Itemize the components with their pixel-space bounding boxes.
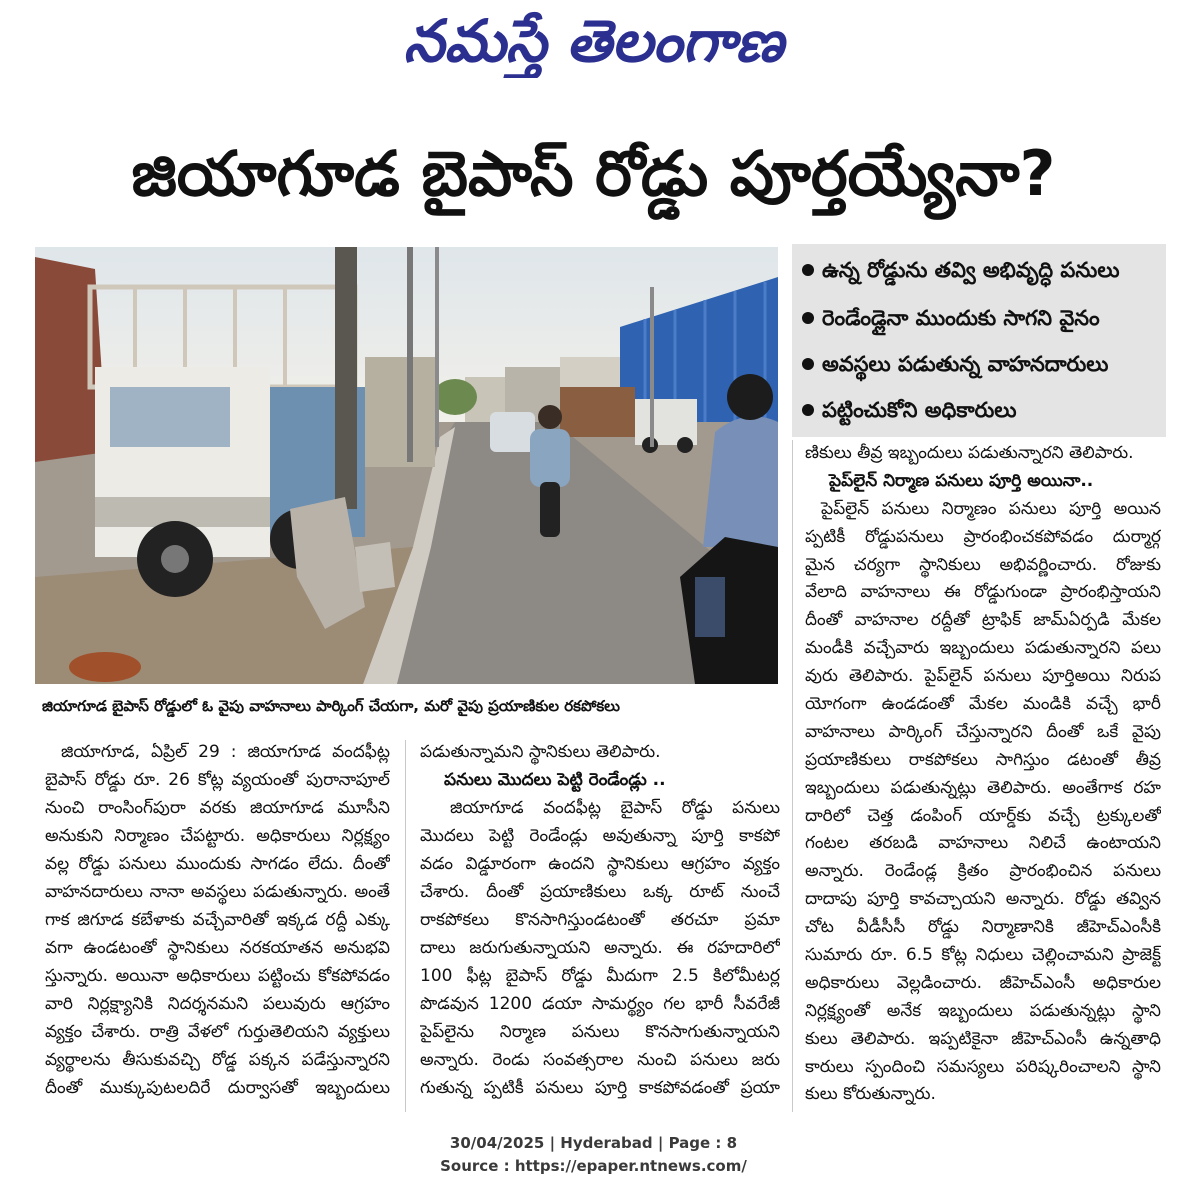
body-line: వ్యర్థాలను తీసుకువచ్చి రోడ్డ పక్కన పడేస్తున్నారని [45, 1050, 390, 1070]
body-line: ణికులు తీవ్ర ఇబ్బందులు పడుతున్నారని తెలిపారు. [805, 443, 1134, 463]
highlight-item [802, 344, 1158, 384]
body-line: కులు కోరుతున్నారు. [805, 1084, 936, 1105]
body-line: ప్పటికీ రోడ్డుపనులు ప్రారంభించకపోవడం దుర్మార్గ [805, 526, 1161, 547]
body-line: గంటల తరబడి వాహనాలు నిలిచే ఉంటాయని [805, 833, 1161, 854]
body-line: మండీకి వచ్చేవారు ఇబ్బందులు పడుతున్నారని పలు [805, 638, 1161, 659]
newspaper-masthead: నమస్తే తెలంగాణ [403, 7, 784, 75]
body-line: వల్ల రోడ్డు పనులు ముందుకు సాగడం లేదు. దీంతో [45, 854, 390, 874]
bullet-icon [802, 312, 814, 324]
article-column-3 [805, 440, 1161, 1109]
body-line: పైప్‌లైను నిర్మాణ పనులు కొనసాగుతున్నాయని [420, 1022, 780, 1042]
body-line: చేశారు. దీంతో ప్రయాణికులు ఒక్క రూట్ నుంచే [420, 882, 780, 902]
highlight-text: రెండేండ్లైనా ముందుకు సాగని వైనం [822, 306, 1100, 330]
page-footer [0, 1132, 1187, 1178]
body-line: వడం విడ్డూరంగా ఉందని స్థానికులు ఆగ్రహం వ్యక్తం [420, 854, 780, 874]
footer-source: Source : https://epaper.ntnews.com/ [440, 1157, 747, 1175]
body-line: గాక జిగూడ కబేళాకు వచ్చేవారితో ఇక్కడ రద్దీ ఎక్కు [45, 910, 390, 930]
roadside-debris [69, 652, 141, 682]
body-line: దీంతో ముక్కుపుటలదిరే దుర్వాసతో ఇబ్బందులు [45, 1078, 390, 1098]
bullet-icon [802, 358, 814, 370]
column-rule [792, 440, 793, 1112]
body-line: అన్నారు. రెండేండ్ల క్రితం ప్రారంభించిన పనులు [805, 861, 1161, 882]
body-line: నుంచి రాంసింగ్‌పురా వరకు జియాగూడ మూసీని [45, 798, 390, 818]
body-line: జియాగూడ, ఏప్రిల్ 29 : జియాగూడ వందఫీట్ల [61, 742, 390, 762]
street-scene-image [35, 247, 778, 684]
body-line: దాలు జరుగుతున్నాయని అన్నారు. ఈ రహదారిలో [420, 938, 780, 958]
highlight-item [802, 298, 1158, 338]
body-line: స్తున్నారు. అయినా అధికారులు పట్టించు కోకపోవడం [45, 966, 390, 986]
section-subheading: పనులు మొదలు పెట్టి రెండేండ్లు .. [444, 770, 666, 790]
column-rule [405, 740, 406, 1112]
bullet-icon [802, 264, 814, 276]
body-line: దారిలో చెత్త డంపింగ్ యార్డ్‌కు వచ్చే ట్రక్కులతో [805, 805, 1161, 826]
body-line: వ్యక్తం చేశారు. రాత్రి వేళలో గుర్తుతెలియని వ్యక్తులు [45, 1022, 390, 1042]
highlight-item [802, 250, 1158, 290]
body-line: నిర్లక్ష్యంతో అనేక ఇబ్బందులు పడుతున్నట్లు స్థాని [805, 1000, 1161, 1021]
body-line: గుతున్న ప్పటికీ పనులు పూర్తి కాకపోవడంతో ప్రయా [420, 1078, 780, 1098]
body-line: వాహనాలు పార్కింగ్ చేస్తున్నారని దీంతో ఒకే వైపు [805, 721, 1161, 742]
body-line: పొడవున 1200 డయా సామర్థ్యం గల భారీ సీవరేజీ [420, 994, 780, 1014]
body-line: చోట వీడీసీసీ రోడ్డు నిర్మాణానికి జీహెచ్ఎంసీకి [805, 917, 1161, 938]
body-line: 100 ఫీట్ల బైపాస్ రోడ్డు మీదుగా 2.5 కిలోమీటర్ల [420, 966, 780, 986]
body-line: పడుతున్నామని స్థానికులు తెలిపారు. [420, 742, 661, 762]
body-line: వాహనదారులు నానా అవస్థలు పడుతున్నారు. అంతే [45, 882, 390, 902]
body-line: వేలాది వాహనాలు ఈ రోడ్డుగుండా ప్రారంభిస్తాయని [805, 582, 1161, 603]
highlights-box [792, 244, 1166, 437]
body-line: రాకపోకలు కొనసాగిస్తుండటంతో తరచూ ప్రమా [420, 910, 780, 930]
body-line: అధికారులు వెల్లడించారు. జీహెచ్ఎంసీ అధికారుల [805, 972, 1161, 993]
highlight-text: ఉన్న రోడ్డును తవ్వి అభివృద్ధి పనులు [822, 258, 1120, 282]
section-subheading: పైప్‌లైన్ నిర్మాణ పనులు పూర్తి అయినా.. [829, 470, 1094, 491]
body-line: కులు తెలిపారు. ఇప్పటికైనా జీహెచ్ఎంసీ ఉన్నతాధి [805, 1028, 1161, 1049]
body-line: బైపాస్ రోడ్డు రూ. 26 కోట్ల వ్యయంతో పురానాపూల్ [45, 770, 390, 790]
distant-car [490, 412, 535, 452]
body-line: పైప్‌లైన్ పనులు నిర్మాణం పనులు పూర్తి అయిన [821, 498, 1161, 519]
body-line: అనుకుని నిర్మాణం చేపట్టారు. అధికారులు నిర్లక్ష్యం [45, 826, 390, 846]
body-line: ప్రయాణికులు రాకపోకలు సాగిస్తుం డటంతో తీవ్ర [805, 749, 1161, 770]
article-column-1 [45, 738, 390, 1102]
body-line: యోగంగా ఉండడంతో మేకల మండికి వచ్చే భారీ [805, 694, 1161, 715]
body-line: దీంతో వాహనాల రద్దీతో ట్రాఫిక్ జామ్ఏర్పడి మేకల [805, 610, 1161, 631]
body-line: ఇబ్బందులు పడుతున్నట్లు తెలిపారు. అంతేగాక రహ [805, 777, 1161, 798]
news-photo [35, 247, 778, 684]
body-line: వారి నిర్లక్ష్యానికి నిదర్శనమని పలువురు ఆగ్రహం [45, 994, 390, 1014]
highlight-text: పట్టించుకోని అధికారులు [822, 398, 1017, 422]
body-line: వురు తెలిపారు. పైప్‌లైన్ పనులు పూర్తిఅయి నిరుప [805, 666, 1161, 687]
body-line: సుమారు రూ. 6.5 కోట్ల నిధులు చెల్లించామని ప్రాజెక్ట్ [805, 945, 1161, 966]
highlight-text: అవస్థలు పడుతున్న వాహనదారులు [822, 352, 1109, 376]
article-headline: జియాగూడ బైపాస్ రోడ్డు పూర్తయ్యేనా? [131, 137, 1056, 210]
body-line: మొదలు పెట్టి రెండేండ్లు అవుతున్నా పూర్తి కాకపో [420, 826, 780, 846]
footer-dateline: 30/04/2025 | Hyderabad | Page : 8 [449, 1134, 738, 1152]
body-line: కారులు స్పందించి సమస్యలు పరిష్కరించాలని స్థాని [805, 1056, 1161, 1077]
parked-truck-2 [365, 357, 435, 467]
highlight-item [802, 390, 1158, 430]
body-line: వగా ఉండటంతో స్థానికులు నరకయాతన అనుభవి [45, 938, 390, 958]
tree [433, 379, 477, 415]
article-column-2 [420, 738, 780, 1102]
body-line: మైన చర్యగా స్థానికులు అభివర్ణించారు. రోజుకు [805, 554, 1161, 575]
bullet-icon [802, 404, 814, 416]
body-line: దాదాపు పూర్తి కావచ్చాయని అన్నారు. రోడ్డు తవ్విన [805, 889, 1161, 910]
photo-caption: జియాగూడ బైపాస్ రోడ్డులో ఓ వైపు వాహనాలు పార్కింగ్ చేయగా, మరో వైపు ప్రయాణికుల రకపోకలు [42, 697, 620, 715]
body-line: జియాగూడ వందఫీట్ల బైపాస్ రోడ్డు పనులు [450, 798, 780, 818]
body-line: అన్నారు. రెండు సంవత్సరాల నుంచి పనులు జరు [420, 1050, 780, 1070]
